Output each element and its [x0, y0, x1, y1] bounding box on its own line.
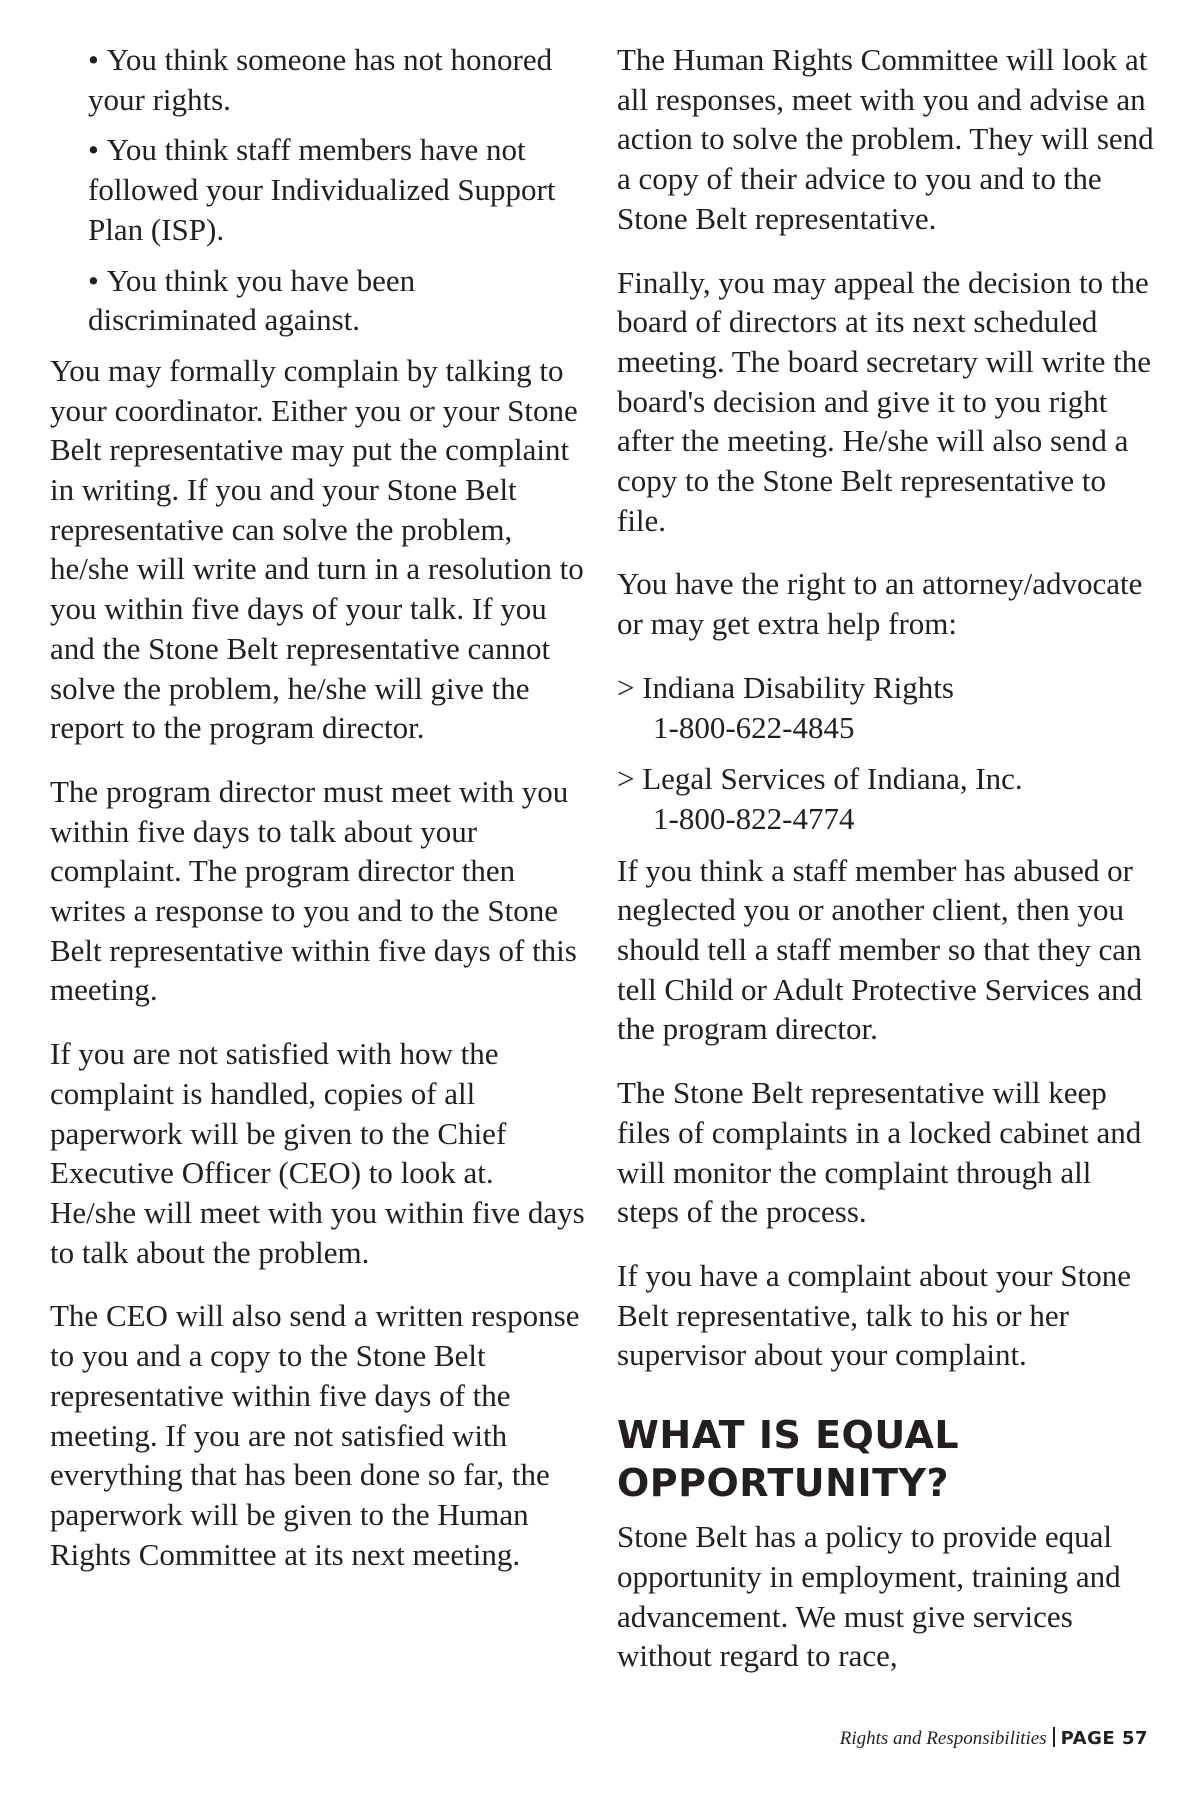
paragraph-ceo-response: The CEO will also send a written response to you and a copy to the Stone Belt representative within five days of the meeting. If you are not satisfied with everything that has been done so far, the paperwork will be given to the Human Rights Committee at its next meeting.	[50, 1298, 580, 1572]
contact-name: > Legal Services of Indiana, Inc.	[617, 761, 1023, 796]
left-column	[50, 40, 585, 1574]
paragraph-human-rights-committee: The Human Rights Committee will look at all responses, meet with you and advise an action to solve the problem. They will send a copy of their advice to you and to the Stone Belt representative.	[617, 42, 1154, 236]
footer-divider	[1053, 1727, 1055, 1747]
complaint-reasons-list	[50, 40, 585, 340]
contact-name: > Indiana Disability Rights	[617, 670, 954, 705]
paragraph-abuse-report: If you think a staff member has abused or neglected you or another client, then you should tell a staff member so that they can tell Child or Adult Protective Services and the program director.	[617, 852, 1143, 1047]
list-item: • You think someone has not honored your rights.	[88, 40, 585, 119]
paragraph-complaint-files: The Stone Belt representative will keep files of complaints in a locked cabinet and will monitor the complaint through all steps of the process.	[617, 1075, 1142, 1230]
paragraph-equal-opportunity: Stone Belt has a policy to provide equal opportunity in employment, training and advancement. We must give services without regard to race,	[617, 1519, 1121, 1674]
contact-phone: 1-800-822-4774	[653, 800, 855, 836]
section-heading: WHAT IS EQUAL OPPORTUNITY?	[617, 1413, 960, 1506]
paragraph-formal-complaint: You may formally complain by talking to your coordinator. Either you or your Stone Belt representative may put the complaint in writing. If you and your Stone Belt representative can solve the problem, he/she will write and turn in a resolution to you within five days of your talk. If you and the Stone Belt representative cannot solve the problem, he/she will give the report to the program director.	[50, 352, 584, 746]
paragraph-attorney-right: You have the right to an attorney/advocate or may get extra help from:	[617, 566, 1143, 642]
paragraph-program-director: The program director must meet with you within five days to talk about your complaint. The program director then writes a response to you and to the Stone Belt representative within five days of this meeting.	[50, 773, 577, 1008]
paragraph-board-appeal: Finally, you may appeal the decision to the board of directors at its next scheduled meeting. The board secretary will write the board's decision and give it to you right after the meeting. He/she will also send a copy to the Stone Belt representative to file.	[617, 264, 1151, 538]
help-contacts-list	[617, 668, 1157, 839]
contact-item	[617, 668, 1157, 747]
paragraph-representative-complaint: If you have a complaint about your Stone Belt representative, talk to his or her supervisor about your complaint.	[617, 1257, 1131, 1373]
list-item: • You think staff members have not followed your Individualized Support Plan (ISP).	[88, 130, 585, 249]
contact-phone: 1-800-622-4845	[653, 709, 855, 745]
list-item: • You think you have been discriminated against.	[88, 261, 585, 340]
right-column	[617, 40, 1157, 1700]
footer-section-title: Rights and Responsibilities	[839, 1728, 1047, 1749]
paragraph-ceo-review: If you are not satisfied with how the complaint is handled, copies of all paperwork will be given to the Chief Executive Officer (CEO) to look at. He/she will meet with you within five days to talk about the problem.	[50, 1036, 585, 1270]
contact-item	[617, 759, 1157, 838]
page-number: PAGE 57	[1060, 1728, 1148, 1749]
page-footer	[840, 1727, 1148, 1750]
